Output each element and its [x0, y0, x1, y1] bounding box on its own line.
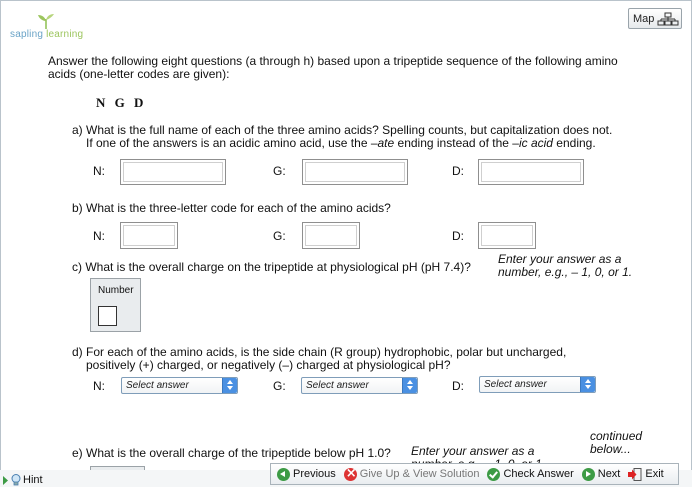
- logo-word-sapling: sapling: [10, 29, 44, 40]
- question-d-label-n: N:: [93, 379, 105, 393]
- question-a-label-d: D:: [452, 164, 464, 178]
- navigation-toolbar: [270, 463, 679, 485]
- question-d-select-g[interactable]: Select answer: [301, 377, 418, 394]
- next-arrow-icon: [582, 468, 595, 481]
- give-up-button[interactable]: × Give Up & View Solution: [344, 468, 480, 481]
- question-d: d) For each of the amino acids, is the side chain (R group) hydrophobic, polar but uncharged, positively (+) charged, or negatively (–) charged at physiological pH?: [72, 345, 567, 372]
- check-answer-button[interactable]: Check Answer: [487, 468, 573, 481]
- previous-button[interactable]: Previous: [277, 468, 336, 481]
- question-a-line1: a) What is the full name of each of the three amino acids? Spelling counts, but capitalization does not.: [72, 123, 613, 137]
- question-e-hint: Enter your answer as a: [411, 444, 535, 458]
- give-up-x-icon: [344, 468, 357, 481]
- question-d-label-d: D:: [452, 379, 464, 393]
- previous-arrow-icon: [277, 468, 290, 481]
- logo-word-learning: learning: [46, 29, 84, 40]
- question-d-label-g: G:: [273, 379, 286, 393]
- next-button[interactable]: Next: [582, 468, 621, 481]
- lightbulb-icon: [11, 474, 21, 486]
- question-a-label-g: G:: [273, 164, 286, 178]
- expand-arrow-icon: [2, 476, 9, 485]
- instructions-text: Answer the following eight questions (a through h) based upon a tripeptide sequence of the following amino acids (one-letter codes are given):: [48, 54, 618, 81]
- exit-door-icon: [628, 468, 642, 481]
- question-a-input-d[interactable]: [478, 159, 584, 185]
- question-a-input-n[interactable]: [120, 159, 226, 185]
- checkmark-icon: [487, 468, 500, 481]
- dropdown-arrow-icon: [402, 378, 417, 393]
- sprout-icon: [35, 14, 57, 30]
- question-a: [72, 124, 672, 150]
- map-label: Map: [633, 12, 655, 25]
- continued-below-note: continued below...: [590, 429, 643, 456]
- number-label: Number: [98, 285, 134, 296]
- hint-label: Hint: [23, 474, 43, 486]
- question-a-input-g[interactable]: [302, 159, 408, 185]
- tripeptide-sequence: N G D: [96, 95, 145, 110]
- question-e: e) What is the overall charge of the tripeptide below pH 1.0?: [72, 446, 391, 460]
- map-button[interactable]: [628, 8, 682, 29]
- question-a-label-n: N:: [93, 164, 105, 178]
- question-b-label-n: N:: [93, 229, 105, 243]
- sitemap-icon: [657, 12, 679, 26]
- dropdown-arrow-icon: [222, 378, 237, 393]
- question-c-number-input[interactable]: [98, 306, 117, 326]
- hint-toggle[interactable]: [2, 474, 43, 486]
- question-b-input-d[interactable]: [478, 222, 536, 249]
- question-d-select-d[interactable]: Select answer: [479, 376, 596, 393]
- sapling-learning-logo: [10, 14, 90, 44]
- question-b-input-g[interactable]: [302, 222, 360, 249]
- exit-button[interactable]: Exit: [628, 468, 663, 481]
- question-c-answer-box: [90, 278, 141, 332]
- question-b: b) What is the three-letter code for each of the amino acids?: [72, 201, 391, 215]
- question-b-label-d: D:: [452, 229, 464, 243]
- question-c: c) What is the overall charge on the tripeptide at physiological pH (pH 7.4)?: [72, 260, 471, 274]
- question-d-select-n[interactable]: Select answer: [121, 377, 238, 394]
- question-b-input-n[interactable]: [120, 222, 178, 249]
- question-a-line2: If one of the answers is an acidic amino acid, use the –ate ending instead of the –ic acid ending.: [86, 136, 596, 150]
- question-b-label-g: G:: [273, 229, 286, 243]
- dropdown-arrow-icon: [580, 377, 595, 392]
- question-c-hint: Enter your answer as a number, e.g., – 1, 0, or 1.: [498, 252, 633, 279]
